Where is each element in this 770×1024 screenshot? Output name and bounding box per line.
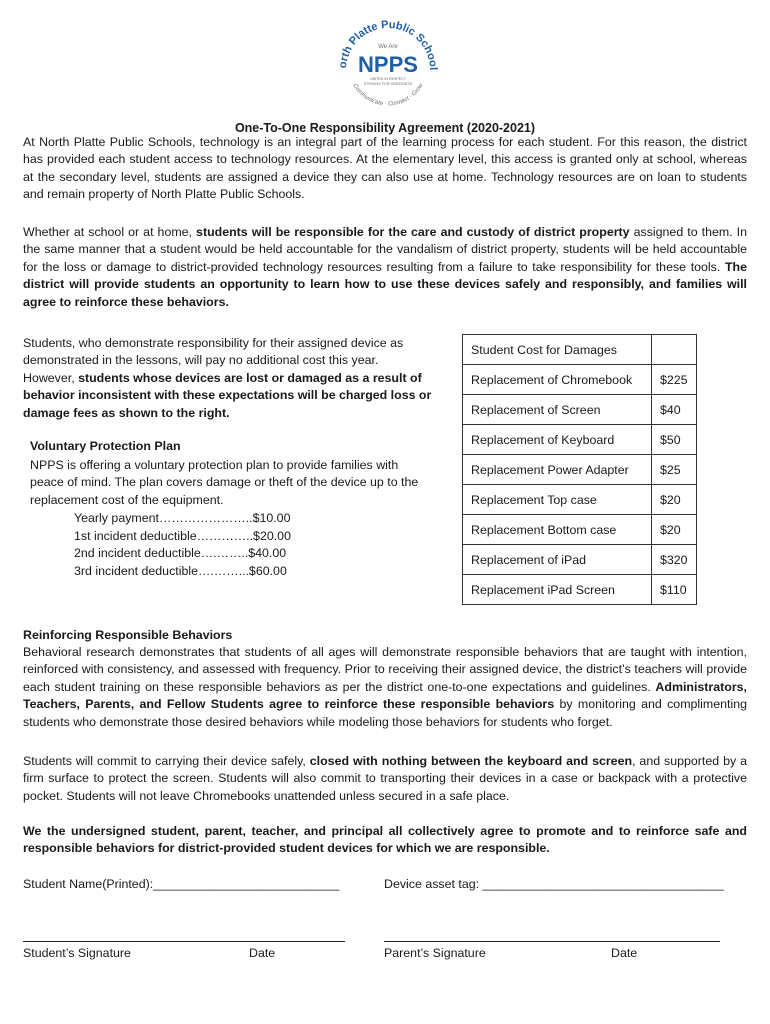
student-date-label: Date [249, 946, 276, 960]
table-cell-item: Replacement iPad Screen [463, 575, 652, 605]
table-row [463, 485, 697, 515]
table-cell-item: Replacement Top case [463, 485, 652, 515]
reinforcing-title: Reinforcing Responsible Behaviors [23, 628, 233, 642]
reinforcing-paragraph: Behavioral research demonstrates that students of all ages will demonstrate responsible behaviors that are taught with intention, reinforced with consistency, and assessed with frequency. Prior to receiving their assigned device, the district’s teachers will provide each student training on these responsible behaviors as per the district one-to-one expectations and guidelines. Administrators, Teachers, Parents, and Fellow Students agree to reinforce these responsible behaviors by monitoring and complimenting students who demonstrate those desired behaviors while modeling those behaviors for students who forget. [23, 645, 747, 729]
fee-row-3rd: 3rd incident deductible….……...$60.00 [74, 563, 287, 578]
table-cell-price: $225 [652, 365, 697, 395]
damage-cost-table [462, 334, 697, 605]
table-cell-item: Replacement of Chromebook [463, 365, 652, 395]
protection-plan-title: Voluntary Protection Plan [30, 439, 181, 453]
table-cell-item: Replacement Power Adapter [463, 455, 652, 485]
table-cell-price: $25 [652, 455, 697, 485]
table-cell-item: Replacement of iPad [463, 545, 652, 575]
table-cell-item: Replacement of Screen [463, 395, 652, 425]
logo-we-are: We Are [378, 44, 398, 50]
table-cell-price: $20 [652, 485, 697, 515]
table-row [463, 365, 697, 395]
cost-intro-paragraph: Students, who demonstrate responsibility for their assigned device as demonstrated in the lessons, will pay no additional cost this year. However, students whose devices are lost or damaged as a result of behavior inconsistent with these expectations will be charged loss or damage fees as shown to the right. [23, 336, 432, 420]
table-row [463, 515, 697, 545]
fee-row-1st: 1st incident deductible…………..$20.00 [74, 528, 291, 543]
student-signature-label: Student’s Signature [23, 946, 131, 960]
table-cell-price: $320 [652, 545, 697, 575]
table-row [463, 545, 697, 575]
table-cell-item: Replacement Bottom case [463, 515, 652, 545]
table-cell-item: Replacement of Keyboard [463, 425, 652, 455]
responsibility-paragraph: Whether at school or at home, students will be responsible for the care and custody of district property assigned to them. In the same manner that a student would be held accountable for the vandalism of district property, students will be held accountable for the loss or damage to district-provided technology resources resulting from a failure to take responsibility for these tools. The district will provide students an opportunity to learn how to use these devices safely and responsibly, and families will agree to reinforce these behaviors. [23, 225, 748, 309]
protection-plan-text: NPPS is offering a voluntary protection plan to provide families with peace of mind. The plan covers damage or theft of the device up to the replacement cost of the equipment. [30, 458, 419, 507]
logo-motto-1: UNITED IN RESPECT [370, 77, 406, 81]
student-signature-line[interactable] [23, 941, 345, 942]
table-cell-price: $20 [652, 515, 697, 545]
logo-arc-top: orth Platte Public School [336, 18, 440, 71]
carry-paragraph: Students will commit to carrying their device safely, closed with nothing between the keyboard and screen, and supported by a firm surface to protect the screen. Students will also commit to transporting their devices in a case or backpack with a protective pocket. Students will not leave Chromebooks unattended unless secured in a safe place. [23, 754, 748, 803]
device-asset-tag-field[interactable]: Device asset tag: ___________________________________ [384, 877, 724, 891]
logo-arc-bottom: Communicate · Connect · Grow [351, 82, 425, 108]
protection-plan-fees [74, 510, 291, 580]
svg-text:Communicate · Connect · Grow [351, 82, 425, 107]
table-cell-price: $50 [652, 425, 697, 455]
table-row [463, 425, 697, 455]
table-cell-price: $110 [652, 575, 697, 605]
district-logo [332, 12, 444, 112]
document-title: One-To-One Responsibility Agreement (2020-2021) [234, 121, 536, 135]
student-name-field[interactable]: Student Name(Printed):___________________________ [23, 877, 340, 891]
table-row [463, 455, 697, 485]
intro-paragraph: At North Platte Public Schools, technology is an integral part of the learning process for each student. For this reason, the district has provided each student access to technology resources. At the elementary level, this access is granted only at school, whereas at the secondary level, students are assigned a device they can also use at home. Technology resources are on loan to students and remain property of North Platte Public Schools. [23, 135, 747, 202]
logo-motto-2: STRIVING FOR GREATNESS [363, 82, 413, 86]
table-header-row [463, 335, 697, 365]
table-header-price [652, 335, 697, 365]
parent-signature-line[interactable] [384, 941, 720, 942]
table-header-cell: Student Cost for Damages [463, 335, 652, 365]
fee-row-yearly: Yearly payment…………………..$10.00 [74, 511, 291, 525]
logo-initials: NPPS [358, 52, 418, 77]
fee-row-2nd: 2nd incident deductible….……..$40.00 [74, 546, 287, 561]
table-row [463, 575, 697, 605]
parent-date-label: Date [611, 946, 638, 960]
parent-signature-label: Parent’s Signature [384, 946, 486, 960]
table-cell-price: $40 [652, 395, 697, 425]
agreement-statement: We the undersigned student, parent, teacher, and principal all collectively agree to promote and to reinforce safe and responsible behaviors for district-provided student devices for which we are responsible. [23, 824, 747, 856]
table-row [463, 395, 697, 425]
